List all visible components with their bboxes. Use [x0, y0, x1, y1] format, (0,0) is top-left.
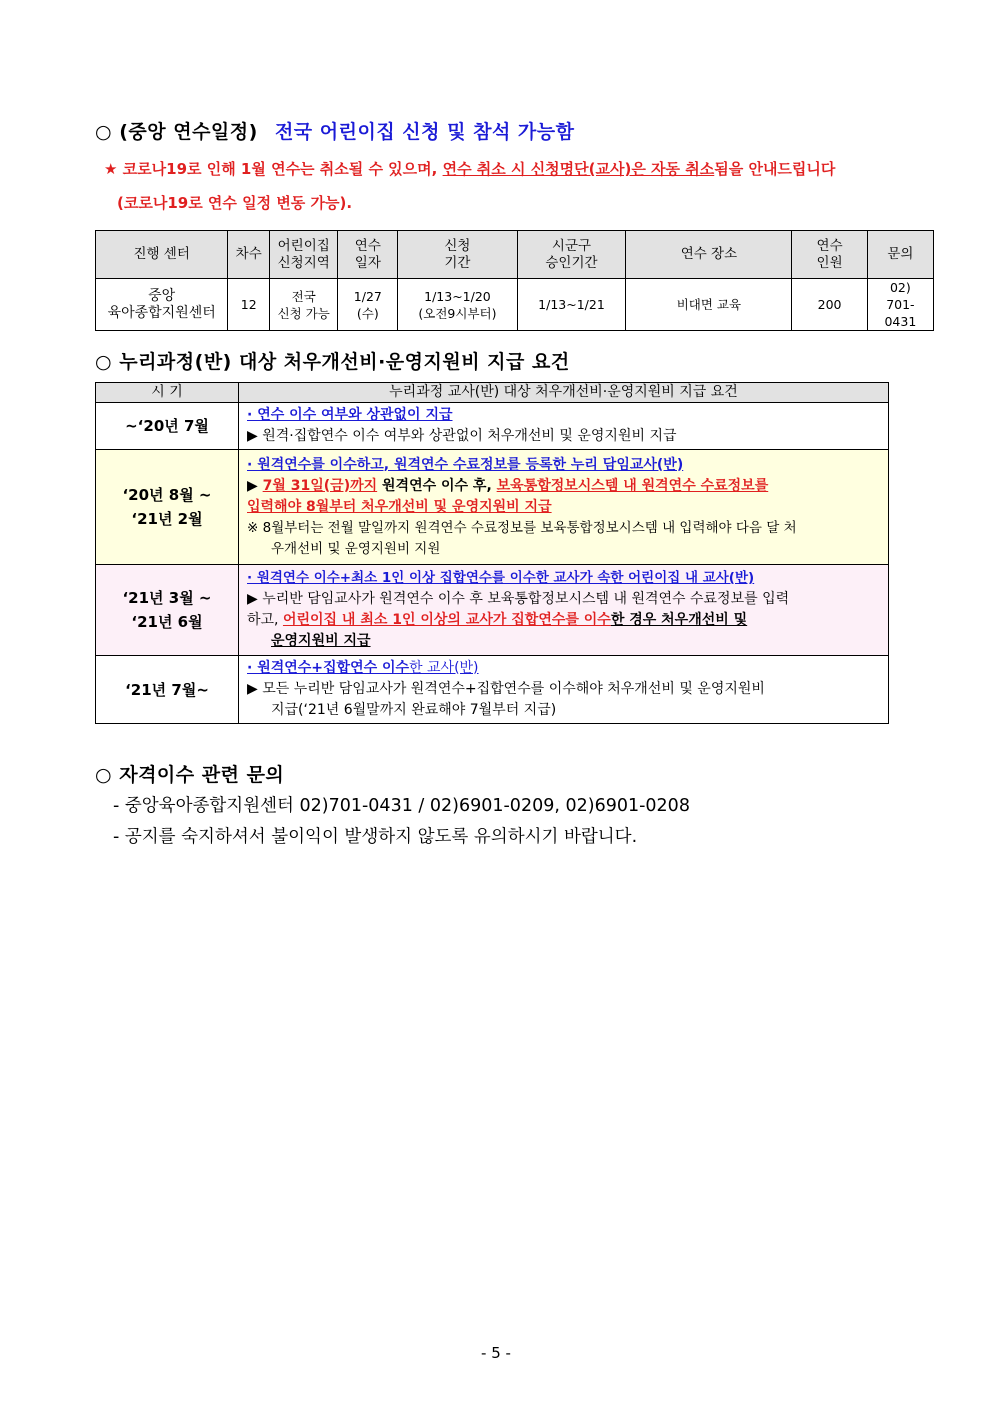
section1-title-highlight: 전국 어린이집 신청 및 참석 가능함	[274, 121, 575, 143]
requirements-row	[96, 565, 889, 656]
period-cell: ‘21년 3월 ~ ‘21년 6월	[96, 565, 239, 656]
requirements-row	[96, 656, 889, 724]
text-span: 7월 31일(금)까지	[262, 477, 378, 494]
contact-line: - 중앙육아종합지원센터 02)701-0431 / 02)6901-0209, 02)6901-0208	[113, 796, 690, 816]
condition-line: ※ 8월부터는 전월 말일까지 원격연수 수료정보를 보육통합정보시스템 내 입력해야 다음 달 처	[247, 519, 797, 536]
schedule-header-cell: 차수	[228, 231, 270, 279]
schedule-header-cell: 시군구 승인기간	[517, 231, 626, 279]
schedule-cell: 1/13~1/21	[517, 279, 626, 331]
text-span: 한 교사(반)	[409, 660, 479, 676]
schedule-cell: 1/13~1/20 (오전9시부터)	[398, 279, 517, 331]
condition-line: · 원격연수 이수+최소 1인 이상 집합연수를 이수한 교사가 속한 어린이집 내 교사(반)	[247, 570, 755, 586]
schedule-header-cell: 연수 장소	[626, 231, 792, 279]
condition-line: · 연수 이수 여부와 상관없이 지급	[247, 407, 453, 423]
period-cell: ‘21년 7월~	[96, 656, 239, 724]
text-span: 한 경우 처우개선비 및	[610, 612, 748, 628]
schedule-header-cell: 신청 기간	[398, 231, 517, 279]
section2-title	[95, 347, 570, 374]
schedule-header-cell: 진행 센터	[96, 231, 228, 279]
section2-bullet: ○	[95, 351, 113, 373]
section2-title-text: 누리과정(반) 대상 처우개선비·운영지원비 지급 요건	[119, 351, 570, 373]
condition-line: ▶ 원격·집합연수 이수 여부와 상관없이 처우개선비 및 운영지원비 지급	[247, 428, 677, 444]
condition-line: · 원격연수를 이수하고, 원격연수 수료정보를 등록한 누리 담임교사(반)	[247, 456, 684, 473]
requirements-row	[96, 450, 889, 565]
schedule-header-cell: 연수 인원	[792, 231, 867, 279]
conditions-cell	[239, 656, 889, 724]
condition-line	[247, 610, 882, 631]
conditions-cell	[239, 403, 889, 450]
period-cell: ~‘20년 7월	[96, 403, 239, 450]
requirements-row	[96, 403, 889, 450]
condition-line: ▶ 누리반 담임교사가 원격연수 이수 후 보육통합정보시스템 내 원격연수 수료정보를 입력	[247, 591, 790, 607]
section3-title	[95, 760, 284, 787]
text-span: · 원격연수+집합연수 이수	[247, 660, 410, 676]
header-period: 시 기	[96, 383, 239, 403]
schedule-header-cell: 연수 일자	[338, 231, 398, 279]
schedule-cell: 전국 신청 가능	[270, 279, 338, 331]
schedule-cell: 200	[792, 279, 867, 331]
period-cell: ‘20년 8월 ~ ‘21년 2월	[96, 450, 239, 565]
condition-line: 우개선비 및 운영지원비 지원	[271, 540, 441, 557]
condition-line: ▶ 모든 누리반 담임교사가 원격연수+집합연수를 이수해야 처우개선비 및 운영지원비	[247, 681, 765, 697]
schedule-table	[95, 230, 934, 331]
schedule-header-cell: 문의	[867, 231, 933, 279]
section3-bullet: ○	[95, 764, 113, 786]
text-span: ▶	[247, 477, 263, 494]
schedule-header-row	[96, 231, 934, 279]
header-conditions: 누리과정 교사(반) 대상 처우개선비·운영지원비 지급 요건	[239, 383, 889, 403]
page-number: - 5 -	[481, 1344, 511, 1362]
notice-text-c: 됨을 안내드립니다	[714, 160, 836, 178]
schedule-data-row	[96, 279, 934, 331]
text-span: 하고,	[247, 612, 283, 628]
conditions-cell	[239, 565, 889, 656]
condition-line	[247, 476, 882, 497]
requirements-header-row	[96, 383, 889, 403]
condition-line: 지급(‘21년 6월말까지 완료해야 7월부터 지급)	[271, 702, 557, 718]
caution-line: - 공지를 숙지하셔서 불이익이 발생하지 않도록 유의하시기 바랍니다.	[113, 827, 638, 847]
schedule-header-cell: 어린이집 신청지역	[270, 231, 338, 279]
schedule-cell: 중앙 육아종합지원센터	[96, 279, 228, 331]
section1-title-prefix: (중앙 연수일정)	[119, 121, 258, 143]
schedule-cell: 비대면 교육	[626, 279, 792, 331]
covid-notice-line1	[104, 158, 835, 179]
notice-text-underlined: 연수 취소 시 신청명단(교사)은 자동 취소	[442, 160, 715, 178]
condition-line	[247, 658, 882, 679]
condition-line: 운영지원비 지급	[271, 633, 371, 649]
conditions-cell	[239, 450, 889, 565]
covid-notice-line2: (코로나19로 연수 일정 변동 가능).	[117, 194, 353, 212]
text-span: 원격연수 이수 후,	[377, 477, 497, 494]
section3-title-text: 자격이수 관련 문의	[119, 764, 285, 786]
schedule-cell: 02) 701- 0431	[867, 279, 933, 331]
schedule-cell: 1/27 (수)	[338, 279, 398, 331]
section1-title	[95, 117, 574, 144]
condition-line: 입력해야 8월부터 처우개선비 및 운영지원비 지급	[247, 498, 552, 515]
schedule-cell: 12	[228, 279, 270, 331]
text-span: 어린이집 내 최소 1인 이상의 교사가 집합연수를 이수	[282, 612, 611, 628]
requirements-table	[95, 382, 889, 724]
text-span: 보육통합정보시스템 내 원격연수 수료정보를	[496, 477, 769, 494]
section1-bullet: ○	[95, 121, 113, 143]
notice-text-a: ★ 코로나19로 인해 1월 연수는 취소될 수 있으며,	[104, 160, 438, 178]
